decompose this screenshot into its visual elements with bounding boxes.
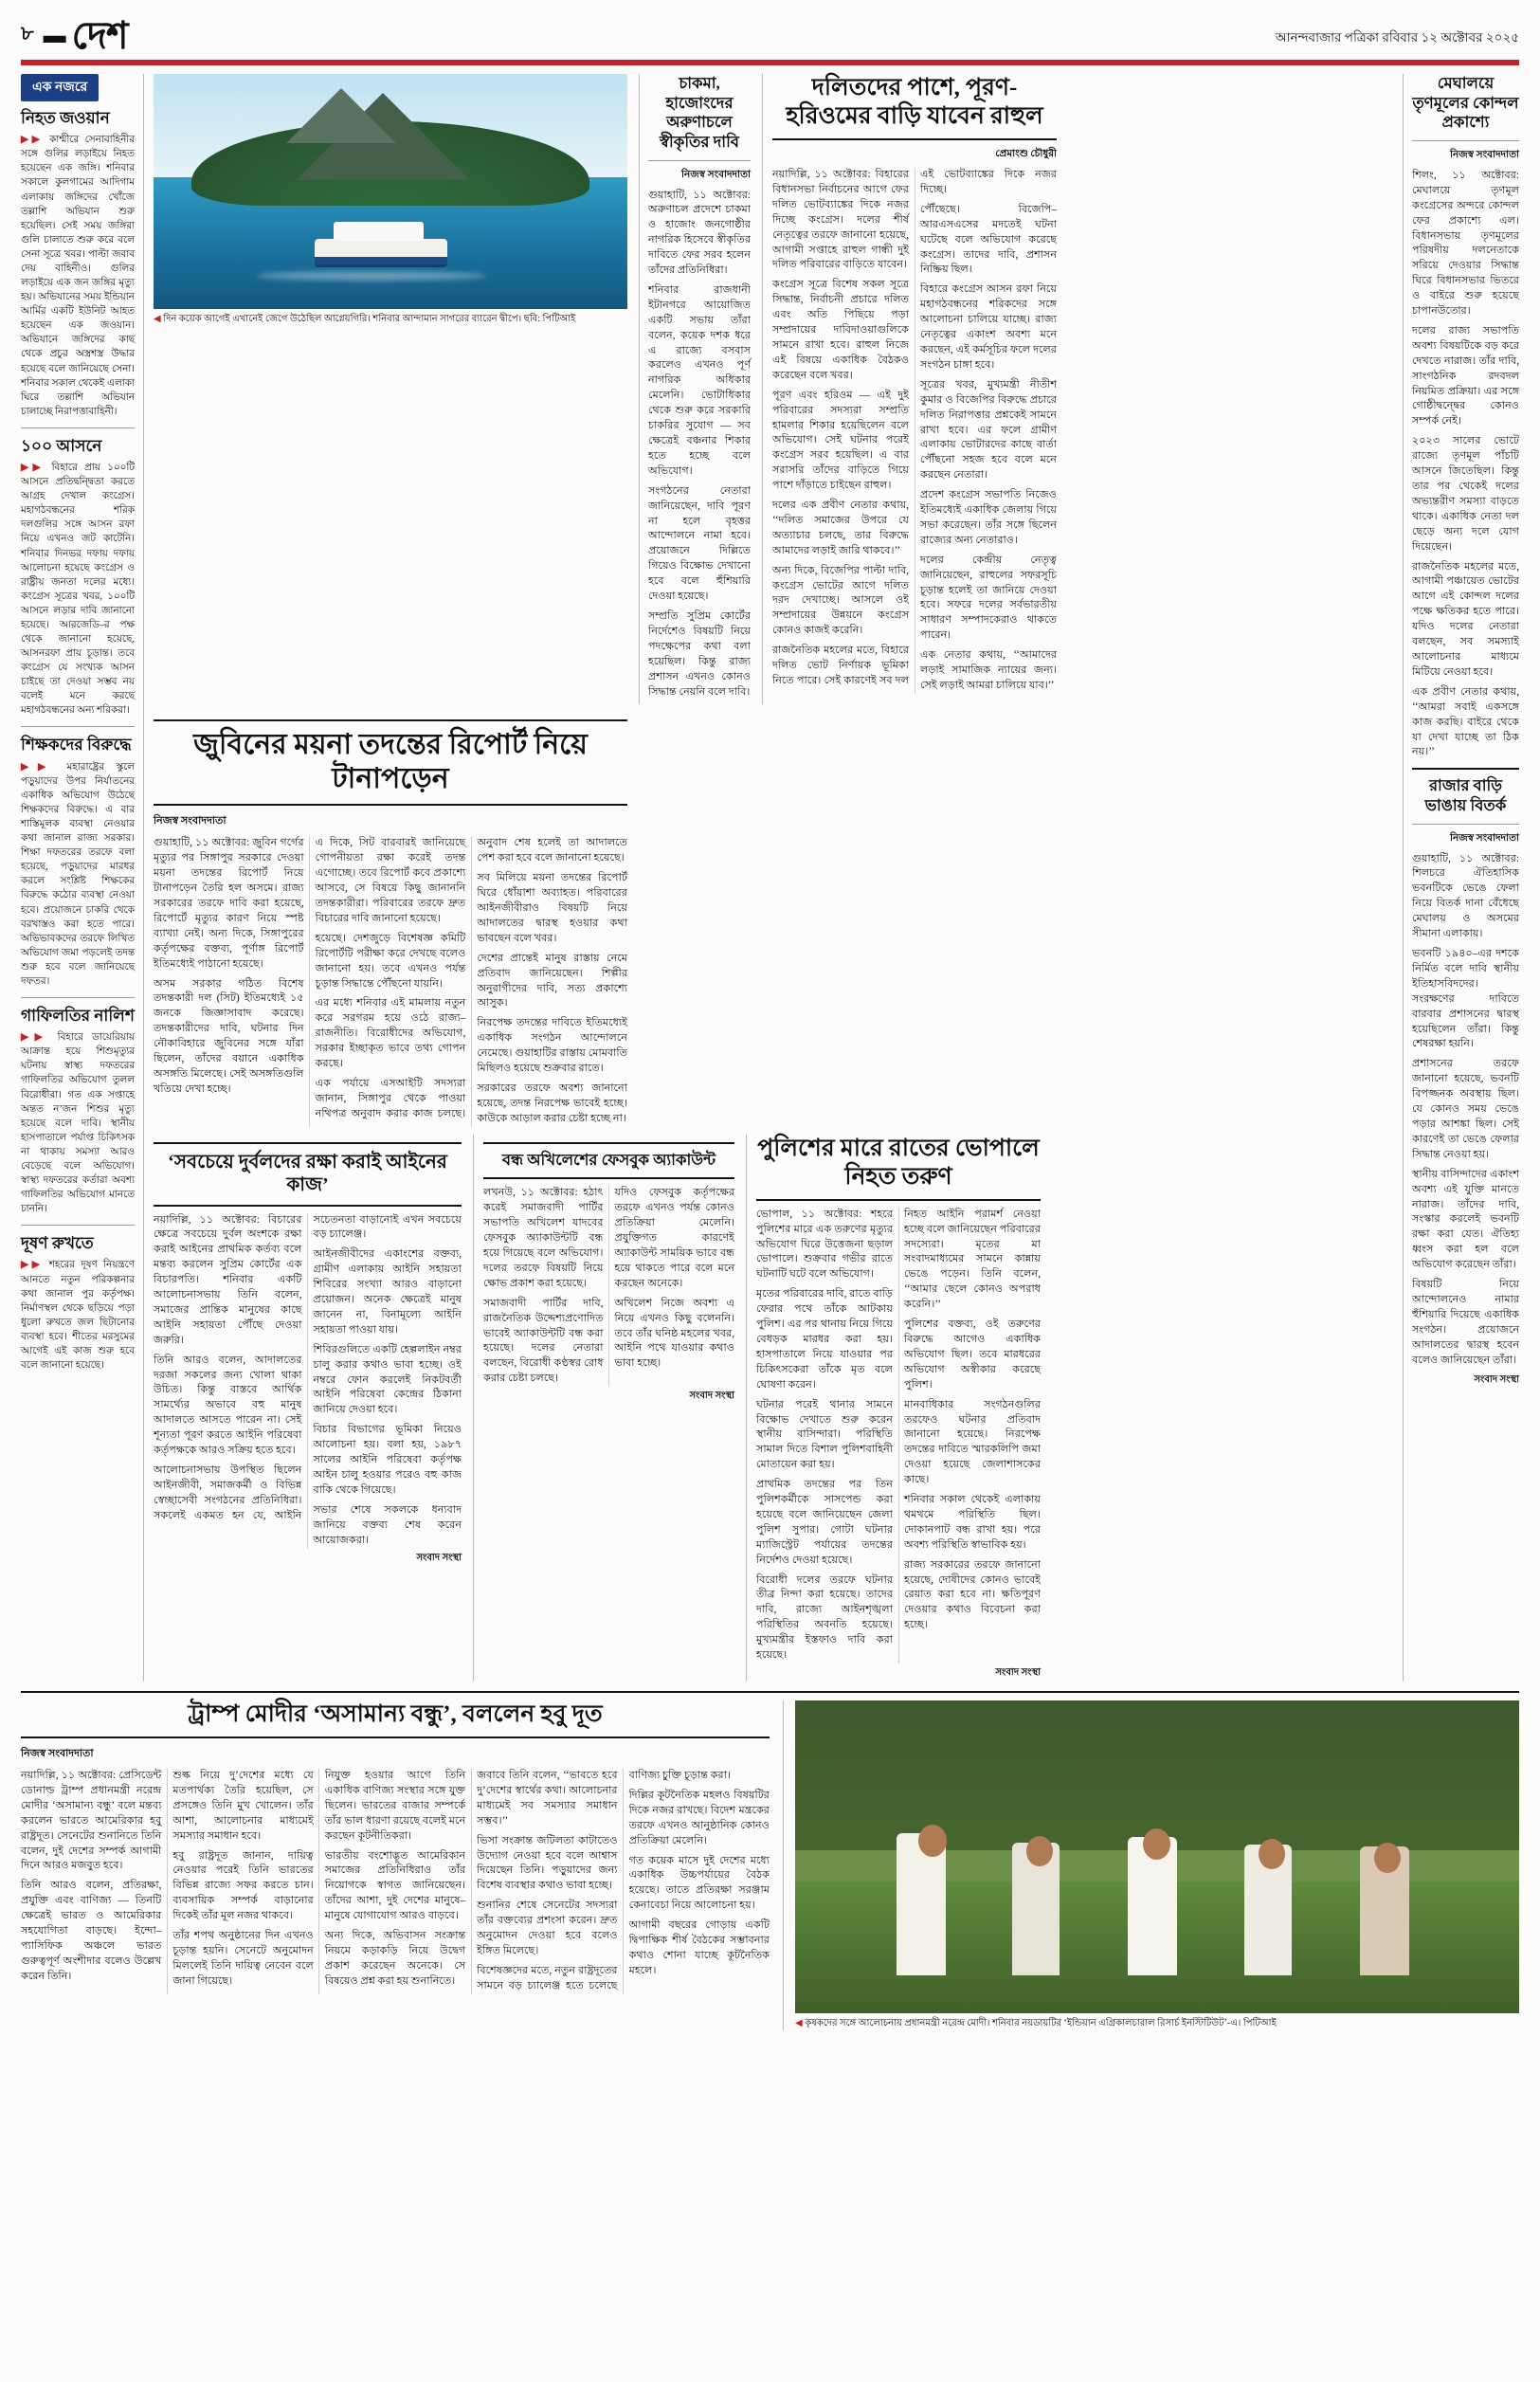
photo-figure-head: [1374, 1843, 1401, 1873]
sidebar-block-text: মহারাষ্ট্রের স্কুলে পড়ুয়াদের উপর নির্যাতনের একাধিক অভিযোগ উঠেছে শিক্ষকদের বিরুদ্ধে। এ বার শাস্তিমূলক ব্যবস্থা নেওয়ার কথা জানাল রাজ্য সরকার। শিক্ষা দফতরের তরফে বলা হয়েছে, পড়ুয়াদের মারধর করলে সংশ্লিষ্ট শিক্ষকের বিরুদ্ধে কঠোর ব্যবস্থা নেওয়া হবে। প্রয়োজনে চাকরি থেকে বরখাস্তও করা হতে পারে। অভিভাবকদের তরফে লিখিত অভিযোগ জমা পড়লেই তদন্ত শুরু হবে বলে জানিয়েছে দফতর।: [21, 761, 135, 987]
divider: [154, 804, 627, 806]
meghalaya-para: দলের রাজ্য সভাপতি অবশ্য বিষয়টিকে বড় করে দেখতে নারাজ। তাঁর দাবি, সাংগঠনিক রদবদল নিয়মিত প্রক্রিয়া। এর সঙ্গে গোষ্ঠীদ্বন্দ্বের কোনও সম্পর্ক নেই।: [1412, 324, 1519, 427]
bottom-rule: [21, 1691, 1519, 1693]
endnote: সংবাদ সংস্থা: [995, 1667, 1041, 1678]
divider: [21, 427, 135, 428]
bullet-icon: ▶▶: [21, 1032, 49, 1044]
divider: [21, 726, 135, 727]
main-column: [144, 74, 1403, 1682]
weakest-para: নয়াদিল্লি, ১১ অক্টোবর: বিচারের ক্ষেত্রে সবচেয়ে দুর্বল অংশকে রক্ষা করাই আইনের প্রাথমিক কর্তব্য বলে মন্তব্য করলেন সুপ্রিম কোর্টের এক বিচারপতি। শনিবার একটি আলোচনাসভায় তিনি বলেন, সমাজের প্রান্তিক মানুষের কাছে আইনি সহায়তা পৌঁছে দেওয়া জরুরি।: [154, 1213, 302, 1346]
right-column: [1403, 74, 1519, 1682]
sidebar-block-text: কাশ্মীরে সেনাবাহিনীর সঙ্গে গুলির লড়াইয়ে নিহত হয়েছেন এক জঙ্গি। শনিবার সকালে কুলগামের আদিগাম এলাকায় জঙ্গিদের খোঁজে তল্লাশি অভিযান শুরু হয়েছিল। সেই সময় জঙ্গিরা গুলি চালাতে শুরু করে বলে সেনা সূত্রে খবর। পাল্টা জবাব দেয় বাহিনীও। গুলির লড়াইয়ে এক জন জঙ্গির মৃত্যু হয়। অভিযানের সময় ইন্ডিয়ান আর্মির একটি ইউনিট আহত হয়েছেন এক জওয়ান। অভিযানে জঙ্গিদের কাছ থেকে প্রচুর অস্ত্রশস্ত্র উদ্ধার হয়েছে বলে জানিয়েছে সেনা। শনিবার সকাল থেকেই এলাকা ঘিরে তল্লাশি অভিযান চালাচ্ছে নিরাপত্তাবাহিনী।: [21, 135, 135, 417]
divider: [154, 1142, 462, 1144]
trump-byline: নিজস্ব সংবাদদাতা: [21, 1748, 94, 1759]
divider: [1412, 768, 1519, 770]
photo-figure-head: [1143, 1828, 1170, 1860]
weakest-body: [154, 1213, 462, 1549]
trump-para: আগামী বছরের গোড়ায় একটি দ্বিপাক্ষিক শীর্ষ বৈঠকের সম্ভাবনার কথাও শোনা যাচ্ছে কূটনৈতিক মহলে।: [628, 1919, 770, 1976]
trump-para: নিযুক্ত হওয়ার আগে তিনি একাধিক বাণিজ্য সংস্থার সঙ্গে যুক্ত ছিলেন। ভারতের বাজার সম্পর্কে তাঁর ভাল ধারণা রয়েছে বলেই মনে করছেন কূটনীতিকরা।: [324, 1770, 466, 1842]
rahul-para: দলের কেন্দ্রীয় নেতৃত্ব জানিয়েছেন, রাহুলের সফরসূচি চূড়ান্ত হলেই তা জানিয়ে দেওয়া হবে। সফরে দলের সর্বভারতীয় সাধারণ সম্পাদকেরাও থাকতে পারেন।: [920, 554, 1057, 642]
modi-photo-caption: ◀ কৃষকদের সঙ্গে আলোচনায় প্রধানমন্ত্রী নরেন্দ্র মোদী। শনিবার নয়ডায়টির ‘ইন্ডিয়ান এগ্রিকালচারাল রিসার্চ ইনস্টিটিউট’-এ। পিটিআই: [795, 2018, 1277, 2028]
weakest-headline: ‘সবচেয়ে দুর্বলদের রক্ষা করাই আইনের কাজ’: [168, 1151, 447, 1196]
sidebar-block-body: [21, 461, 135, 718]
akhilesh-headline: বন্ধ অখিলেশের ফেসবুক অ্যাকাউন্ট: [501, 1150, 716, 1169]
bhopal-para: প্রাথমিক তদন্তের পর তিন পুলিশকর্মীকে সাসপেন্ড করা হয়েছে বলে জানিয়েছেন জেলা পুলিশ সুপার। গোটা ঘটনার ম্যাজিস্ট্রেট পর্যায়ের তদন্তের নির্দেশও দেওয়া হয়েছে।: [756, 1479, 893, 1566]
page-grid: [21, 74, 1519, 1682]
palace-para: প্রশাসনের তরফে জানানো হয়েছে, ভবনটি বিপজ্জনক অবস্থায় ছিল। যে কোনও সময় ভেঙে পড়ার আশঙ্কা ছিল। সেই কারণেই তা ভেঙে ফেলার সিদ্ধান্ত নেওয়া হয়।: [1412, 1058, 1519, 1160]
trump-para: শুনানির শেষে সেনেটের সদস্যরা তাঁর বক্তব্যের প্রশংসা করেন। দ্রুত অনুমোদন দেওয়া হবে বলেও ইঙ্গিত মিলেছে।: [477, 1900, 618, 1956]
rahul-para: দলের এক প্রবীণ নেতার কথায়, ‘‘দলিত সমাজের উপরে যে অত্যাচার চলছে, তার বিরুদ্ধে আমাদের লড়াই জারি থাকবে।’’: [772, 500, 909, 556]
sidebar-block: [21, 1006, 135, 1216]
photo-volcano-summit: [286, 88, 396, 143]
divider: [21, 997, 135, 998]
rahul-para: অন্য দিকে, বিজেপির পাল্টা দাবি, কংগ্রেস ভোটের আগে দলিত দরদ দেখাচ্ছে। আসলে ওই সম্প্রদায়ের উন্নয়নে কংগ্রেস কোনও কাজই করেনি।: [772, 564, 909, 637]
logo-mark-icon: ▬: [43, 24, 66, 48]
zubeen-body: [154, 836, 627, 1126]
palace-para: বিষয়টি নিয়ে আন্দোলনেও নামার হুঁশিয়ারি দিয়েছে একাধিক সংগঠন। প্রয়োজনে আদালতের দ্বারস্থ হবেন বলেও জানিয়েছেন তাঁরা।: [1412, 1279, 1519, 1366]
zubeen-para: গুয়াহাটি, ১১ অক্টোবর: জ়ুবিন গর্গের মৃত্যুর পর সিঙ্গাপুর সরকারে দেওয়া ময়না তদন্তের রিপোর্ট নিয়ে টানাপড়েন তৈরি হল অসমে। রাজ্য সরকারের তরফে দাবি করা হয়েছে, রিপোর্টে মৃত্যুর কারণ নিয়ে স্পষ্ট ব্যাখ্যা নেই। অন্য দিকে, সিঙ্গাপুরের কর্তৃপক্ষের বক্তব্য, পূর্ণাঙ্গ রিপোর্ট ইতিমধ্যেই পাঠানো হয়েছে।: [154, 837, 304, 970]
endnote: সংবাদ সংস্থা: [689, 1391, 734, 1402]
bhopal-para: পুলিশের বক্তব্য, ওই তরুণের বিরুদ্ধে আগেও একাধিক অভিযোগ ছিল। তবে মারধরের অভিযোগ অস্বীকার করেছে পুলিশ।: [904, 1318, 1041, 1391]
bhopal-para: মানবাধিকার সংগঠনগুলির তরফেও ঘটনার প্রতিবাদ জানানো হয়েছে। নিরপেক্ষ তদন্তের দাবিতে স্মারকলিপি জমা দেওয়া হয়েছে জেলাশাসকের কাছে।: [904, 1398, 1041, 1486]
divider: [483, 1177, 734, 1179]
rahul-para: পৌঁছেছে। বিজেপি–আরএসএসের মদতেই ঘটনা ঘটেছে বলে অভিযোগ করেছে কংগ্রেস। তাদের দাবি, প্রশাসন নিষ্ক্রিয় ছিল।: [920, 203, 1057, 276]
trump-para: নয়াদিল্লি, ১১ অক্টোবর: প্রেসিডেন্ট ডোনাল্ড ট্রাম্প প্রধানমন্ত্রী নরেন্দ্র মোদীর ‘অসামান্য বন্ধু’ বলে মন্তব্য করলেন ভারতে আমেরিকার হবু রাষ্ট্রদূত। সেনেটের শুনানিতে তিনি বলেন, দুই দেশের সম্পর্ক আগামী দিনে আরও মজবুত হবে।: [21, 1770, 162, 1872]
zubeen-byline: নিজস্ব সংবাদদাতা: [154, 815, 226, 827]
trump-para: তিনি আরও বলেন, প্রতিরক্ষা, প্রযুক্তি এবং বাণিজ্য — তিনটি ক্ষেত্রেই ভারত ও আমেরিকার সহযোগিতা বাড়ছে। ইন্দো–প্যাসিফিক অঞ্চলে ভারত গুরুত্বপূর্ণ অংশীদার বলেও উল্লেখ করেন তিনি।: [21, 1880, 162, 1982]
photo-ship-stripe: [315, 257, 447, 264]
rahul-para: সূত্রের খবর, মুখ্যমন্ত্রী নীতীশ কুমার ও বিজেপির বিরুদ্ধে প্রচারে দলিত নিরাপত্তার প্রশ্নকেই সামনে রাখা হবে। এর ফলে গ্রামীণ এলাকায় ভোটারদের কাছে বার্তা পৌঁছনো সহজ হবে বলে মনে করছেন নেতারা।: [920, 378, 1057, 482]
bhopal-body: [756, 1208, 1041, 1664]
weakest-para: আইনজীবীদের একাংশের বক্তব্য, গ্রামীণ এলাকায় আইনি সহায়তা শিবিরের সংখ্যা আরও বাড়ানো প্রয়োজন। অনেক ক্ষেত্রেই মানুষ জানেন না, বিনামূল্যে আইনি সহায়তা পাওয়া যায়।: [313, 1248, 462, 1336]
bullet-icon: ▶▶: [21, 135, 44, 146]
photo-figure-head: [1259, 1839, 1285, 1869]
rahul-para: পূরণ এবং হরিওম — এই দুই পরিবারের সদস্যরা সম্প্রতি হামলার শিকার হয়েছিলেন বলে অভিযোগ। সেই ঘটনার পরেই কংগ্রেস সরব হয়েছিল। এ বার সরাসরি তাঁদের বাড়িতে গিয়ে পাশে দাঁড়াতে চাইছেন রাহুল।: [772, 389, 909, 492]
sidebar-block-title: দূষণ রুখতে: [21, 1234, 94, 1253]
chakma-para: গুয়াহাটি, ১১ অক্টোবর: অরুণাচল প্রদেশে চাকমা ও হাজোং জনগোষ্ঠীর নাগরিক হিসেবে স্বীকৃতির দাবিতে ফের সরব হলেন তাঁদের প্রতিনিধিরা।: [648, 189, 751, 277]
zubeen-para: অসম সরকার গঠিত বিশেষ তদন্তকারী দল (সিট) ইতিমধ্যেই ১৫ জনকে জিজ্ঞাসাবাদ করেছে। তদন্তকারীদের দাবি, ঘটনার দিন নৌকাবিহারে জ়ুবিনের সঙ্গে যাঁরা ছিলেন, তাঁদের বয়ানে একাধিক অসঙ্গতি মিলেছে। সেই অসঙ্গতিগুলি খতিয়ে দেখা হচ্ছে।: [154, 977, 304, 1095]
bhopal-para: শনিবার সকাল থেকেই এলাকায় থমথমে পরিস্থিতি ছিল। দোকানপাট বন্ধ রাখা হয়। পরে অবশ্য পরিস্থিতি স্বাভাবিক হয়।: [904, 1494, 1041, 1551]
bullet-icon: ▶▶: [21, 463, 45, 474]
sidebar-block: [21, 1233, 135, 1373]
sidebar-column: [21, 74, 144, 1682]
divider: [1412, 140, 1519, 141]
bhopal-para: ঘটনার পরেই থানার সামনে বিক্ষোভ দেখাতে শুরু করেন স্থানীয় বাসিন্দারা। পরিস্থিতি সামাল দিতে বিশাল পুলিশবাহিনী মোতায়েন করা হয়।: [756, 1398, 893, 1471]
chakma-byline: নিজস্ব সংবাদদাতা: [680, 169, 751, 180]
meghalaya-para: ২০২৩ সালের ভোটে রাজ্যে তৃণমূল পাঁচটি আসনে জিতেছিল। কিন্তু তার পর থেকেই দলের অভ্যন্তরীণ সমস্যা বাড়তে থাকে। একাধিক নেতা দল ছেড়ে অন্য দলে যোগ দিয়েছেন।: [1412, 435, 1519, 553]
trump-para: বিশেষজ্ঞদের মতে, নতুন রাষ্ট্রদূতের সামনে বড় চ্যালেঞ্জ হতে চলেছে বাণিজ্য চুক্তি চূড়ান্ত করা।: [477, 1770, 731, 1991]
masthead: [21, 14, 1519, 57]
bhopal-para: নিহত আইনি পরামর্শ নেওয়া হচ্ছে বলে জানিয়েছেন পরিবারের সদস্যেরা। মৃতের মা সংবাদমাধ্যমের সামনে কান্নায় ভেঙে পড়েন। তিনি বলেন, ‘‘আমার ছেলে কোনও অপরাধ করেনি।’’: [904, 1208, 1041, 1311]
sidebar-block-body: [21, 133, 135, 419]
rahul-para: নয়াদিল্লি, ১১ অক্টোবর: বিহারের বিধানসভা নির্বাচনের আগে ফের দলিত ভোটব্যাঙ্কের দিকে নজর দিচ্ছে কংগ্রেস। দলের শীর্ষ নেতৃত্বের তরফে জানানো হয়েছে, আগামী সপ্তাহে রাহুল গান্ধী দুই দলিত পরিবারের বাড়িতে যাবেন।: [772, 169, 909, 271]
sidebar-block-title: শিক্ষকদের বিরুদ্ধে: [21, 736, 132, 755]
palace-para: ভবনটি ১৯৪০–এর দশকে নির্মিত বলে দাবি স্থানীয় ইতিহাসবিদদের। সংরক্ষণের দাবিতে বারবার প্রশাসনের দ্বারস্থ হয়েছিলেন তাঁরা। কিন্তু শেষরক্ষা হয়নি।: [1412, 948, 1519, 1050]
zubeen-para: নিরপেক্ষ তদন্তের দাবিতে ইতিমধ্যেই একাধিক সংগঠন আন্দোলনে নেমেছে। গুয়াহাটির রাস্তায় মোমবাতি মিছিলও হয়েছে শুক্রবার রাতে।: [477, 1017, 627, 1075]
trump-para: তাঁর শপথ অনুষ্ঠানের দিন এখনও চূড়ান্ত হয়নি। সেনেটে অনুমোদন মিললেই তিনি দায়িত্ব নেবেন বলে জানা গিয়েছে।: [172, 1930, 314, 1987]
bhopal-para: রাজ্য সরকারের তরফে জানানো হয়েছে, দোষীদের কোনও ভাবেই রেয়াত করা হবে না। ক্ষতিপূরণ দেওয়ার কথাও বিবেচনা করা হচ্ছে।: [904, 1558, 1041, 1631]
divider: [772, 138, 1057, 140]
sidebar-block: [21, 735, 135, 989]
palace-byline: নিজস্ব সংবাদদাতা: [1449, 832, 1519, 844]
trump-para: দিল্লির কূটনৈতিক মহলও বিষয়টির দিকে নজর রাখছে। বিদেশ মন্ত্রকের তরফে এখনও আনুষ্ঠানিক কোনও প্রতিক্রিয়া মেলেনি।: [628, 1789, 770, 1846]
divider: [21, 1225, 135, 1226]
akhilesh-para: যদিও ফেসবুক কর্তৃপক্ষের তরফে এখনও পর্যন্ত কোনও প্রতিক্রিয়া মেলেনি। প্রযুক্তিগত কারণেই অ্যাকাউন্ট সাময়িক ভাবে বন্ধ হয়ে থাকতে পারে বলে মনে করছেন অনেকে।: [614, 1187, 734, 1289]
meghalaya-para: শিলং, ১১ অক্টোবর: মেঘালয়ে তৃণমূল কংগ্রেসের অন্দরে কোন্দল ফের প্রকাশ্যে এল। বিধানসভায় তৃণমূলের পরিষদীয় দলনেতাকে সরিয়ে দেওয়ার সিদ্ধান্ত ঘিরে বিধানসভার ভিতরে ও বাইরে শুরু হয়েছে চাপানউতোর।: [1412, 169, 1519, 318]
divider: [154, 1205, 462, 1207]
edition-line: আনন্দবাজার পত্রিকা রবিবার ১২ অক্টোবর ২০২৫: [1275, 30, 1519, 45]
trump-para: জবাবে তিনি বলেন, ‘‘ভাবতে হবে দু’দেশের স্বার্থের কথা। আলোচনার মাধ্যমেই সব সমস্যার সমাধান সম্ভব।’’: [477, 1770, 618, 1827]
akhilesh-para: অখিলেশ নিজে অবশ্য এ নিয়ে এখনও কিছু বলেননি। তবে তাঁর ঘনিষ্ঠ মহলের খবর, আইনি পথে যাওয়ার কথাও ভাবা হচ্ছে।: [614, 1297, 734, 1370]
rahul-para: এক নেতার কথায়, ‘‘আমাদের লড়াই সামাজিক ন্যায়ের জন্য। সেই লড়াই আমরা চালিয়ে যাব।’’: [920, 649, 1057, 691]
modi-photo: [795, 1700, 1519, 2013]
sidebar-block-title: গাফিলতির নালিশ: [21, 1006, 135, 1025]
rahul-para: কংগ্রেস সূত্রে বিশেষ সকল সূত্রে সিদ্ধান্ত, নির্বাচনী প্রচারে দলিত এবং অতি পিছিয়ে পড়া সম্প্রদায়ের দাবিদাওয়াগুলিকে সামনে রাখা হবে। রাহুল নিজে এই বিষয়ে একাধিক বৈঠকও করেছেন বলে খবর।: [772, 279, 909, 381]
chakma-para: শনিবার রাজধানী ইটানগরে আয়োজিত একটি সভায় তাঁরা বলেন, কয়েক দশক ধরে এ রাজ্যে বসবাস করলেও এখনও পূর্ণ নাগরিক অধিকার মেলেনি। ভোটাধিকার থেকে শুরু করে সরকারি চাকরির সুযোগ — সব ক্ষেত্রেই বঞ্চনার শিকার হতে হচ্ছে বলে অভিযোগ।: [648, 283, 751, 477]
sidebar-block-body: [21, 1030, 135, 1216]
lead-photo-caption: ◀ দিন কয়েক আগেই এখানেই জেগে উঠেছিল আগ্নেয়গিরি। শনিবার আন্দামান সাগরের ব্যারেন দ্বীপে। ছবি: পিটিআই: [154, 314, 576, 324]
meghalaya-headline: মেঘালয়ে তৃণমূলের কোন্দল প্রকাশ্যে: [1412, 74, 1519, 132]
akhilesh-para: সমাজবাদী পার্টির দাবি, রাজনৈতিক উদ্দেশ্যপ্রণোদিত ভাবেই অ্যাকাউন্টটি বন্ধ করা হয়েছে। দলের নেতারা বলছেন, বিরোধী কণ্ঠস্বর রোধ করার চেষ্টা চলছে।: [483, 1297, 604, 1385]
page-folio: ৮: [21, 22, 34, 45]
zubeen-para: দেশের প্রান্তেই মানুষ রাস্তায় নেমে প্রতিবাদ জানিয়েছেন। শিল্পীর অনুরাগীদের দাবি, সত্য প্রকাশ্যে আসুক।: [477, 952, 627, 1009]
rahul-para: বিহারে কংগ্রেস আসন রফা নিয়ে মহাগঠবন্ধনের শরিকদের সঙ্গে আলোচনা চালিয়ে যাচ্ছে। রাজ্য নেতৃত্বের একাংশ অবশ্য মনে করছেন, এই কর্মসূচির ফলে দলের সংগঠন চাঙ্গা হবে।: [920, 283, 1057, 371]
rahul-byline: প্রেমাংশু চৌধুরী: [995, 149, 1057, 159]
palace-headline: রাজার বাড়ি ভাঙায় বিতর্ক: [1424, 776, 1507, 814]
divider: [756, 1199, 1041, 1201]
zubeen-para: এ দিকে, সিট বারবারই জানিয়েছে গোপনীয়তা রক্ষা করেই তদন্ত এগোচ্ছে। তবে রিপোর্ট কবে প্রকাশ্যে আসবে, সে বিষয়ে কিছু জানাননি তদন্তকারীরা। পরিবারের তরফে দ্রুত বিচারের দাবি জানানো হয়েছে।: [315, 837, 466, 924]
sidebar-block-text: বিহারে ডায়েরিয়ায় আক্রান্ত হয়ে শিশুমৃত্যুর ঘটনায় স্বাস্থ্য দফতরের গাফিলতির অভিযোগ তুলল বিরোধীরা। গত এক সপ্তাহে অন্তত ন’জন শিশুর মৃত্যু হয়েছে বলে দাবি। স্থানীয় হাসপাতালে পর্যাপ্ত চিকিৎসক না থাকায় সমস্যা আরও বেড়েছে বলে অভিযোগ। স্বাস্থ্য দফতরের কর্তারা অবশ্য গাফিলতির অভিযোগ মানতে চাননি।: [21, 1032, 135, 1215]
caption-marker-icon: ◀: [795, 2018, 803, 2028]
zubeen-para: সরকারের তরফে অবশ্য জানানো হয়েছে, তদন্ত নিরপেক্ষ ভাবেই হচ্ছে। কাউকে আড়াল করার চেষ্টা হচ্ছে না।: [477, 1082, 627, 1124]
sidebar-block-body: [21, 760, 135, 989]
sidebar-block: [21, 436, 135, 718]
sidebar-block-title: ১০০ আসনে: [21, 436, 102, 455]
endnote: সংবাদ সংস্থা: [416, 1552, 462, 1563]
divider: [1412, 824, 1519, 825]
zubeen-headline: জ়ুবিনের ময়না তদন্তের রিপোর্ট নিয়ে টানাপড়েন: [193, 729, 588, 795]
sidebar-block-text: শহরের দূষণ নিয়ন্ত্রণে আনতে নতুন পরিকল্পনার কথা জানাল পুর কর্তৃপক্ষ। নির্মাণস্থল থেকে ছড়িয়ে পড়া ধুলো রুখতে জল ছিটানোর ব্যবস্থা হবে। শীতের মরসুমের আগেই এই কাজ শুরু হবে বলে জানানো হয়েছে।: [21, 1260, 135, 1372]
weakest-para: আলোচনাসভায় উপস্থিত ছিলেন আইনজীবী, সমাজকর্মী ও বিভিন্ন স্বেচ্ছাসেবী সংগঠনের প্রতিনিধিরা। সকলেই একমত হন যে, আইনি সচেতনতা বাড়ানোই এখন সবচেয়ে বড় চ্যালেঞ্জ।: [154, 1213, 462, 1521]
palace-para: স্থানীয় বাসিন্দাদের একাংশ অবশ্য এই যুক্তি মানতে নারাজ। তাঁদের দাবি, সংস্কার করলেই ভবনটি রক্ষা করা যেত। ঐতিহ্য ধ্বংস করা হল বলে অভিযোগ করেছেন তাঁরা।: [1412, 1168, 1519, 1271]
sidebar-block-title: নিহত জওয়ান: [21, 109, 110, 127]
lead-photo: [154, 74, 627, 309]
rahul-para: প্রদেশ কংগ্রেস সভাপতি নিজেও ইতিমধ্যেই একাধিক জেলায় গিয়ে সভা করেছেন। তাঁর সঙ্গে ছিলেন রাজ্যের অন্য নেতারাও।: [920, 489, 1057, 546]
weakest-para: বিচার বিভাগের ভূমিকা নিয়েও আলোচনা হয়। বলা হয়, ১৯৮৭ সালের আইনি পরিষেবা কর্তৃপক্ষ আইন চালু হওয়ার পরেও বহু কাজ বাকি থেকে গিয়েছে।: [313, 1424, 462, 1496]
palace-para: গুয়াহাটি, ১১ অক্টোবর: শিলচরে ঐতিহাসিক ভবনটিকে ভেঙে ফেলা নিয়ে বিতর্ক দানা বেঁধেছে মেঘালয় ও অসমের সীমানা এলাকায়।: [1412, 852, 1519, 940]
meghalaya-byline: নিজস্ব সংবাদদাতা: [1449, 149, 1519, 160]
photo-figure-head: [918, 1825, 947, 1857]
rahul-para: রাজনৈতিক মহলের মতে, বিহারে দলিত ভোট নির্ণায়ক ভূমিকা নিতে পারে। সেই কারণেই সব দল এই ভোটব্যাঙ্কের দিকে নজর দিচ্ছে।: [772, 169, 1057, 686]
divider: [21, 1736, 770, 1738]
zubeen-para: সব মিলিয়ে ময়না তদন্তের রিপোর্ট ঘিরে ধোঁয়াশা অব্যাহত। পরিবারের আইনজীবীরাও বিষয়টি নিয়ে আদালতের দ্বারস্থ হওয়ার কথা ভাবছেন বলে খবর।: [477, 872, 627, 944]
zubeen-para: এক পর্যায়ে এসআইটি সদস্যরা জানান, সিঙ্গাপুর থেকে পাওয়া নথিপত্র অনুবাদ করার কাজ চলছে। অনুবাদ শেষ হলেই তা আদালতে পেশ করা হবে বলে জানানো হয়েছে।: [315, 837, 627, 1119]
logo-text: দেশ: [71, 14, 128, 57]
sidebar-block-body: [21, 1258, 135, 1373]
divider: [483, 1142, 734, 1144]
chakma-headline: চাকমা, হাজোংদের অরুণাচলে স্বীকৃতির দাবি: [660, 74, 739, 151]
bhopal-headline: পুলিশের মারে রাতের ভোপালে নিহত তরুণ: [757, 1135, 1040, 1190]
zubeen-para: হয়েছে। দেশজুড়ে বিশেষজ্ঞ কমিটি রিপোর্টটি পরীক্ষা করে দেখছে বলেও জানানো হয়। তবে এখনও পর্যন্ত চূড়ান্ত সিদ্ধান্তে পৌঁছনো যায়নি।: [315, 932, 466, 990]
meghalaya-para: এক প্রবীণ নেতার কথায়, ‘‘আমরা সবাই একসঙ্গে কাজ করছি। বাইরে থেকে যা দেখা যাচ্ছে তা ঠিক নয়।’’: [1412, 685, 1519, 758]
masthead-left: [21, 14, 134, 57]
trump-para: গত কয়েক মাসে দুই দেশের মধ্যে একাধিক উচ্চপর্যায়ের বৈঠক হয়েছে। তাতে প্রতিরক্ষা সরঞ্জাম কেনাবেচা নিয়ে আলোচনা হয়।: [628, 1854, 770, 1912]
weakest-para: সভার শেষে সকলকে ধন্যবাদ জানিয়ে বক্তব্য শেষ করেন আয়োজকরা।: [313, 1503, 462, 1546]
akhilesh-body: [483, 1186, 734, 1387]
endnote: সংবাদ সংস্থা: [1474, 1374, 1519, 1386]
trump-para: ভিসা সংক্রান্ত জটিলতা কাটাতেও উদ্যোগ নেওয়া হবে বলে আশ্বাস দিয়েছেন তিনি। পড়ুয়াদের জন্য বিশেষ ব্যবস্থার কথাও ভাবা হচ্ছে।: [477, 1834, 618, 1892]
photo-ship-deck: [334, 222, 424, 241]
chakma-para: সম্প্রতি সুপ্রিম কোর্টের নির্দেশেও বিষয়টি নিয়ে পদক্ষেপের কথা বলা হয়েছিল। কিন্তু রাজ্য প্রশাসন এখনও কোনও সিদ্ধান্ত নেয়নি বলে দাবি।: [648, 609, 751, 698]
divider: [154, 719, 627, 721]
chakma-para: সংগঠনের নেতারা জানিয়েছেন, দাবি পূরণ না হলে বৃহত্তর আন্দোলনে নামা হবে। প্রয়োজনে দিল্লিতে গিয়েও বিক্ষোভ দেখানো হবে বলে হুঁশিয়ারি দেওয়া হয়েছে।: [648, 484, 751, 603]
trump-para: ভারতীয় বংশোদ্ভূত আমেরিকান সমাজের প্রতিনিধিরাও তাঁর নিয়োগকে স্বাগত জানিয়েছেন। তাঁদের আশা, দুই দেশের মানুষে–মানুষে যোগাযোগ আরও বাড়বে।: [324, 1849, 466, 1922]
bhopal-para: বিরোধী দলের তরফে ঘটনার তীব্র নিন্দা করা হয়েছে। তাদের দাবি, রাজ্যে আইনশৃঙ্খলা পরিস্থিতির অবনতি হয়েছে। মুখ্যমন্ত্রীর ইস্তফাও দাবি করা হয়েছে।: [756, 1573, 893, 1662]
trump-para: হবু রাষ্ট্রদূত জানান, দায়িত্ব নেওয়ার পরেই তিনি ভারতের বিভিন্ন রাজ্যে সফর করতে চান। ব্যবসায়িক সম্পর্ক বাড়ানোর দিকেই তাঁর মূল নজর থাকবে।: [172, 1849, 314, 1922]
divider: [648, 160, 751, 161]
rahul-headline: দলিতদের পাশে, পূরণ-হরিওমের বাড়ি যাবেন রাহুল: [786, 75, 1043, 129]
sidebar-block-text: বিহারে প্রায় ১০০টি আসনে প্রতিদ্বন্দ্বিতা করতে আগ্রহ দেখাল কংগ্রেস। মহাগঠবন্ধনের শরিক দলগুলির সঙ্গে আসন রফা নিয়ে এখনও জট কাটেনি। শনিবার দিনভর দফায় দফায় আলোচনা হয়েছে কংগ্রেস ও রাষ্ট্রীয় জনতা দলের মধ্যে। কংগ্রেস সূত্রের খবর, ১০০টি আসনে লড়ার দাবি জানানো হয়েছে। আরজেডি–র পক্ষ থেকে জানানো হয়েছে, আসনরফা প্রায় চূড়ান্ত। তবে কংগ্রেস যে সংখ্যক আসন চাইছে তা দেওয়া সম্ভব নয় বলেই মনে করছে মহাগঠবন্ধনের অন্য শরিকরা।: [21, 463, 135, 717]
weakest-para: তিনি আরও বলেন, আদালতের দরজা সকলের জন্য খোলা থাকা উচিত। কিন্তু বাস্তবে আর্থিক সামর্থ্যের অভাবে বহু মানুষ আদালতে আসতে পারেন না। সেই শূন্যতা পূরণ করতে আইনি পরিষেবা কর্তৃপক্ষকে আরও সক্রিয় হতে হবে।: [154, 1354, 302, 1457]
bhopal-para: ভোপাল, ১১ অক্টোবর: শহরে পুলিশের মারে এক তরুণের মৃত্যুর অভিযোগ ঘিরে উত্তেজনা ছড়াল ভোপালে। শুক্রবার গভীর রাতে ঘটনাটি ঘটে বলে অভিযোগ।: [756, 1208, 893, 1281]
caption-marker-icon: ◀: [154, 314, 161, 324]
zubeen-para: এর মধ্যে শনিবার এই মামলায় নতুন করে সরগরম হয়ে ওঠে রাজ্য–রাজনীতি। বিরোধীদের অভিযোগ, সরকার ইচ্ছাকৃত ভাবে তথ্য গোপন করছে।: [315, 997, 466, 1070]
trump-body: [21, 1769, 770, 1994]
trump-para: শুল্ক নিয়ে দু’দেশের মধ্যে যে মতপার্থক্য তৈরি হয়েছিল, সে প্রসঙ্গেও তিনি মুখ খোলেন। তাঁর আশা, আলোচনার মাধ্যমেই সমস্যার সমাধান হবে।: [172, 1770, 314, 1842]
sidebar-section-head: এক নজরে: [21, 74, 99, 101]
sidebar-block: [21, 108, 135, 419]
bullet-icon: ▶▶: [21, 1260, 44, 1271]
publication-logo: [43, 14, 134, 57]
trump-headline: ট্রাম্প মোদীর ‘অসামান্য বন্ধু’, বললেন হবু দূত: [188, 1701, 603, 1727]
masthead-rule: [21, 60, 1519, 65]
meghalaya-para: রাজনৈতিক মহলের মতে, আগামী পঞ্চায়েত ভোটের আগে এই কোন্দল দলের পক্ষে ক্ষতিকর হতে পারে। যদিও দলের নেতারা বলছেন, সব সমস্যাই আলোচনার মাধ্যমে মিটিয়ে নেওয়া হবে।: [1412, 560, 1519, 678]
bhopal-para: মৃতের পরিবারের দাবি, রাতে বাড়ি ফেরার পথে তাঁকে আটকায় পুলিশ। এর পর থানায় নিয়ে গিয়ে বেধড়ক মারধর করা হয়। হাসপাতালে নিয়ে যাওয়ার পর চিকিৎসকেরা তাঁকে মৃত বলে ঘোষণা করেন।: [756, 1288, 893, 1391]
akhilesh-para: লখনউ, ১১ অক্টোবর: হঠাৎ করেই সমাজবাদী পার্টির সভাপতি অখিলেশ যাদবের ফেসবুক অ্যাকাউন্টটি বন্ধ হয়ে গিয়েছে বলে অভিযোগ। দলের তরফে বিষয়টি নিয়ে ক্ষোভ প্রকাশ করা হয়েছে।: [483, 1187, 604, 1289]
rahul-body: [772, 168, 1057, 694]
trump-para: অন্য দিকে, অভিবাসন সংক্রান্ত নিয়মে কড়াকড়ি নিয়ে উদ্বেগ প্রকাশ করেছেন অনেকে। সে বিষয়েও প্রশ্ন করা হয় শুনানিতে।: [324, 1930, 466, 1987]
weakest-para: শিবিরগুলিতে একটি হেল্পলাইন নম্বর চালু করার কথাও ভাবা হচ্ছে। ওই নম্বরে ফোন করলেই নিকটবর্তী আইনি পরিষেবা কেন্দ্রের ঠিকানা জানিয়ে দেওয়া হবে।: [313, 1343, 462, 1416]
bullet-icon: ▶▶: [21, 761, 55, 773]
